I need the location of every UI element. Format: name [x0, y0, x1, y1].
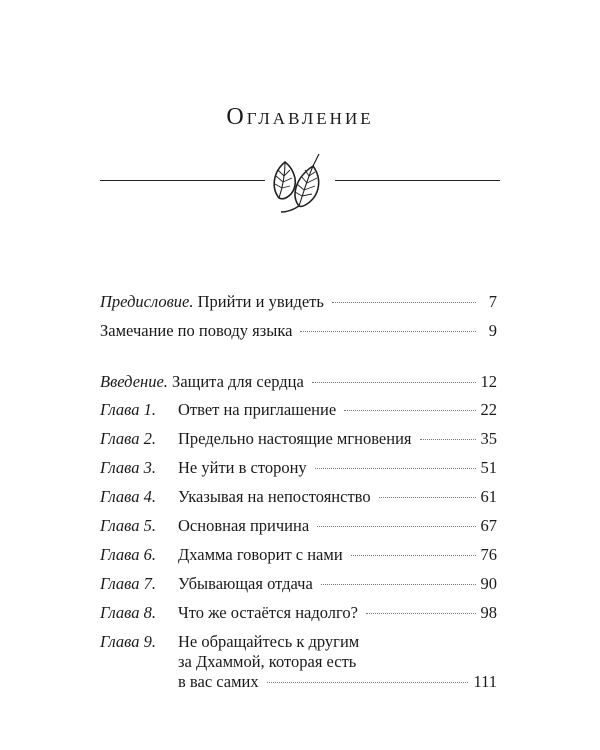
toc-entry-chapter-8[interactable]	[100, 603, 497, 625]
dot-leader	[351, 555, 476, 556]
toc-entry-label: Глава 3.	[100, 458, 156, 477]
dot-leader	[267, 682, 469, 683]
toc-page-number: 9	[488, 321, 497, 340]
toc-page-number: 90	[480, 574, 497, 593]
dot-leader	[317, 526, 475, 527]
toc-entry-label: Глава 1.	[100, 400, 156, 419]
toc-entry-preface[interactable]	[100, 292, 497, 314]
toc-entry-chapter-7[interactable]	[100, 574, 497, 596]
dot-leader	[366, 613, 476, 614]
toc-entry-label: Глава 2.	[100, 429, 156, 448]
toc-entry-language-note[interactable]	[100, 321, 497, 343]
toc-entry-chapter-3[interactable]	[100, 458, 497, 480]
title-ornament	[100, 148, 500, 218]
leaf-icon	[265, 148, 335, 218]
toc-entry-title: Не уйти в сторону	[178, 458, 307, 477]
dot-leader	[379, 497, 476, 498]
toc-entry-title: Предельно настоящие мгновения	[178, 429, 412, 448]
toc-entry-title: Что же остаётся надолго?	[178, 603, 358, 622]
dot-leader	[315, 468, 476, 469]
toc-entry-title: Прийти и увидеть	[197, 292, 324, 311]
toc-entry-title: Указывая на непостоянство	[178, 487, 371, 506]
toc-entry-label: Введение.	[100, 372, 168, 391]
toc-page-number: 7	[488, 292, 497, 311]
toc-entry-chapter-2[interactable]	[100, 429, 497, 451]
toc-page-number: 51	[480, 458, 497, 477]
toc-entry-label: Глава 4.	[100, 487, 156, 506]
toc-entry-label: Глава 6.	[100, 545, 156, 564]
ornament-rule-left	[100, 180, 265, 181]
dot-leader	[312, 382, 476, 383]
page-title: Оглавление	[226, 104, 374, 130]
toc-page-number: 12	[480, 372, 497, 391]
toc-entry-title: Защита для сердца	[172, 372, 304, 391]
toc-page-number: 111	[473, 672, 497, 691]
toc-entry-chapter-1[interactable]	[100, 400, 497, 422]
toc-entry-chapter-4[interactable]	[100, 487, 497, 509]
toc-entry-title: Убывающая отдача	[178, 574, 313, 593]
toc-page-number: 61	[480, 487, 497, 506]
dot-leader	[332, 302, 476, 303]
toc-entry-title-line-1: Не обращайтесь к другим	[178, 632, 360, 651]
dot-leader	[420, 439, 476, 440]
ornament-rule-right	[335, 180, 500, 181]
toc-entry-introduction[interactable]	[100, 372, 497, 394]
toc-entry-title-line-2: за Дхаммой, которая есть	[178, 652, 357, 671]
toc-page-number: 67	[480, 516, 497, 535]
toc-entry-title: Ответ на приглашение	[178, 400, 337, 419]
toc-entry-label: Глава 5.	[100, 516, 156, 535]
toc-page-number: 98	[480, 603, 497, 622]
toc-entry-title: Дхамма говорит с нами	[178, 545, 343, 564]
toc-page-number: 22	[480, 400, 497, 419]
toc-entry-title: Основная причина	[178, 516, 310, 535]
toc-page-number: 35	[480, 429, 497, 448]
toc-entry-label: Глава 9.	[100, 632, 156, 651]
toc-page-number: 76	[480, 545, 497, 564]
dot-leader	[300, 331, 476, 332]
toc-entry-label: Глава 8.	[100, 603, 156, 622]
toc-entry-title-line-3: в вас самих	[178, 672, 259, 691]
toc-entry-chapter-6[interactable]	[100, 545, 497, 567]
dot-leader	[344, 410, 475, 411]
toc-entry-label: Глава 7.	[100, 574, 156, 593]
toc-entry-title: Замечание по поводу языка	[100, 321, 293, 340]
toc-entry-label: Предисловие.	[100, 292, 194, 311]
toc-entry-chapter-5[interactable]	[100, 516, 497, 538]
dot-leader	[321, 584, 476, 585]
